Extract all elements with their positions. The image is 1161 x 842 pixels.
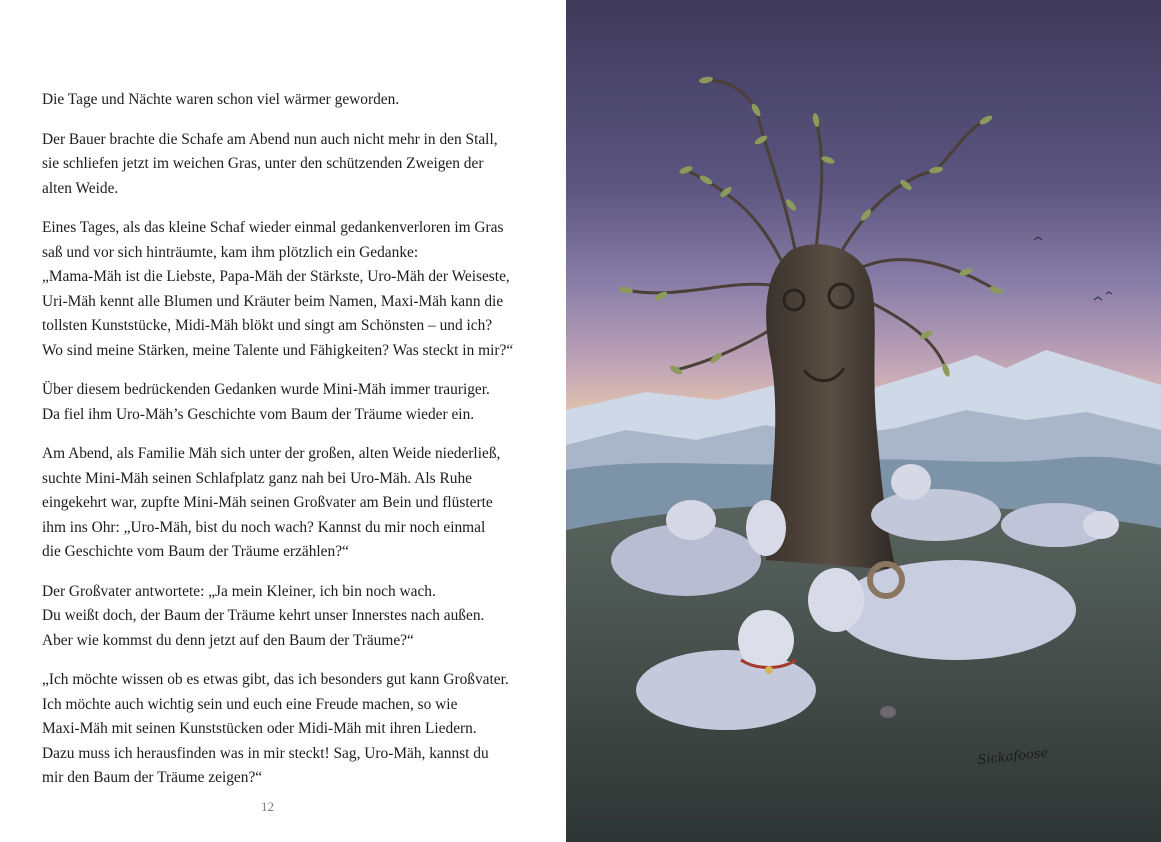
lamb-head bbox=[738, 610, 794, 670]
illustration-canvas bbox=[566, 0, 1161, 842]
text-page bbox=[0, 0, 566, 842]
lamb-mini-maeh bbox=[636, 650, 816, 730]
paragraph-3: Eines Tages, als das kleine Schaf wieder einmal gedankenverloren im Gras saß und vor sich hinträumte, kam ihm plötzlich ein Gedanke: „Mama-Mäh ist die Liebste, Papa-Mäh der Stärkste, Uro-Mäh der Weiseste, Uri-Mäh kennt alle Blumen und Kräuter beim Namen, Maxi-Mäh kann die tollsten Kunststücke, Midi-Mäh blökt und singt am Schönsten – und ich? Wo sind meine Stärken, meine Talente und Fähigkeiten? Was steckt in mir?“ bbox=[42, 219, 514, 359]
paragraph-4: Über diesem bedrückenden Gedanken wurde Mini-Mäh immer trauriger. Da fiel ihm Uro-Mäh’s Geschichte vom Baum der Träume wieder ein. bbox=[42, 381, 490, 423]
story-text bbox=[42, 88, 542, 806]
paragraph-7: „Ich möchte wissen ob es etwas gibt, das ich besonders gut kann Großvater. Ich möchte auch wichtig sein und euch eine Freude machen, so wie Maxi-Mäh mit seinen Kunststücken oder Midi-Mäh mit ihren Liedern. Dazu muss ich herausfinden was in mir steckt! Sag, Uro-Mäh, kannst du mir den Baum der Träume zeigen?“ bbox=[42, 671, 509, 786]
artist-signature: Sickafoose bbox=[976, 745, 1049, 768]
paragraph-6: Der Großvater antwortete: „Ja mein Kleiner, ich bin noch wach. Du weißt doch, der Baum der Träume kehrt unser Innerstes nach außen. Aber wie kommst du denn jetzt auf den Baum der Träume?“ bbox=[42, 582, 485, 649]
page-number: 12 bbox=[261, 799, 274, 814]
paragraph-1: Die Tage und Nächte waren schon viel wärmer geworden. bbox=[42, 91, 400, 108]
illustration-tree-and-sheep bbox=[566, 0, 1161, 842]
sheep-head bbox=[746, 500, 786, 556]
bell-icon bbox=[765, 666, 773, 674]
paragraph-2: Der Bauer brachte die Schafe am Abend nun auch nicht mehr in den Stall, sie schliefen jetzt im weichen Gras, unter den schützenden Zweigen der alten Weide. bbox=[42, 130, 498, 197]
mouse bbox=[880, 706, 896, 718]
ram-head bbox=[808, 568, 864, 632]
sheep-right-back bbox=[871, 489, 1001, 541]
paragraph-5: Am Abend, als Familie Mäh sich unter der großen, alten Weide niederließ, suchte Mini-Mäh seinen Schlafplatz ganz nah bei Uro-Mäh. Als Ruhe eingekehrt war, zupfte Mini-Mäh seinen Großvater am Bein und flüsterte ihm ins Ohr: „Uro-Mäh, bist du noch wach? Kannst du mir noch einmal die Geschichte vom Baum der Träume erzählen?“ bbox=[42, 445, 501, 560]
